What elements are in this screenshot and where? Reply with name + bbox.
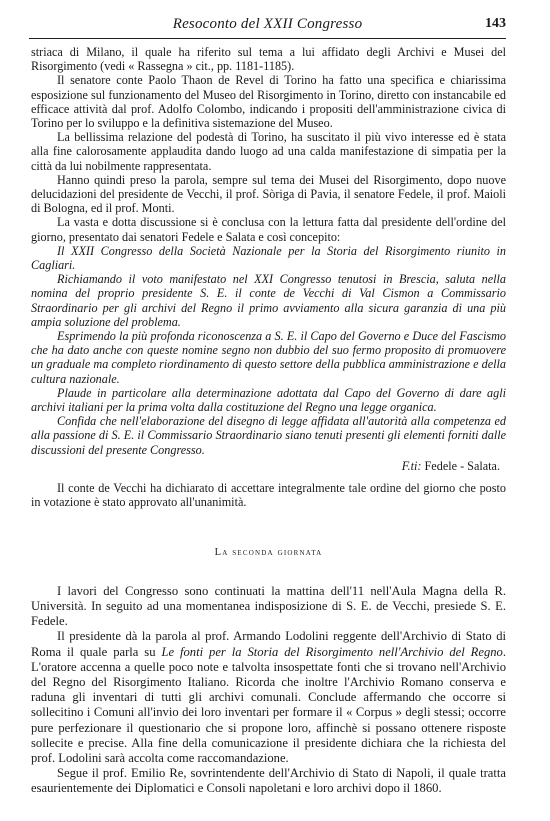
paragraph: La bellissima relazione del podestà di Torino, ha suscitato il più vivo interesse ed è stata alla fine calorosamente applaudita dando luogo ad una calda manifestazione di simpatia per la città da lui nobilmente rappresentata.	[31, 130, 506, 173]
resolution-paragraph: Esprimendo la più profonda riconoscenza a S. E. il Capo del Governo e Duce del Fascismo che ha dato anche con queste nomine segno non dubbio del suo fermo proposito di promuovere un graduale ma completo riordinamento di questo settore della pubblica amministrazione e della cultura nazionale.	[31, 329, 506, 386]
body-text	[31, 45, 506, 797]
section-body	[31, 584, 506, 797]
paragraph: Il senatore conte Paolo Thaon de Revel di Torino ha fatto una specifica e chiarissima esposizione sul funzionamento del Museo del Risorgimento in Torino, diretto con instancabile ed efficace attività dal prof. Adolfo Colombo, indicando i propositi dell'amministrazione civica di Torino per lo sviluppo e la definitiva sistemazione del Museo.	[31, 73, 506, 131]
paragraph: striaca di Milano, il quale ha riferito sul tema a lui affidato degli Archivi e Musei del Risorgimento (vedi « Rassegna » cit., pp. 1181-1185).	[31, 45, 506, 74]
section-heading: La seconda giornata	[214, 546, 323, 558]
paragraph: Il conte de Vecchi ha dichiarato di accettare integralmente tale ordine del giorno che posto in votazione è stato approvato all'unanimità.	[31, 481, 506, 510]
paragraph: Segue il prof. Emilio Re, sovrintendente dell'Archivio di Stato di Napoli, il quale tratta esaurientemente dei Diplomatici e Consoli napoletani e loro archivi dopo il 1860.	[31, 766, 506, 796]
running-title: Resoconto del XXII Congresso	[172, 16, 363, 32]
paragraph: I lavori del Congresso sono continuati la mattina dell'11 nell'Aula Magna della R. Università. In seguito ad una momentanea indisposizione di S. E. de Vecchi, presiede S. E. Fedele.	[31, 583, 506, 629]
resolution-paragraph: Il XXII Congresso della Società Nazionale per la Storia del Risorgimento riunito in Cagliari.	[31, 243, 506, 273]
paragraph: Il presidente dà la parola al prof. Armando Lodolini reggente dell'Archivio di Stato di Roma il quale parla su Le fonti per la Storia del Risorgimento nell'Archivio del Regno. L'oratore accenna a quelle poco note e talvolta insospettate fonti che si trovano nell'Archivio del Regno del Risorgimento Italiano. Ricorda che inoltre l'Archivio Romano conserva e raduna gli inventari di tutti gli archivi comunali. Conclude affermando che occorre si sollecitino i Comuni all'invio dei loro inventari per formare il « Corpus » degli stessi; occorre pure perfezionare il questionario che si propone loro, affinchè si possano ottenere risposte sollecite e precise. Alla fine della comunicazione il presidente dichiara che la richiesta del prof. Lodolini sarà accolta come raccomandazione.	[31, 629, 506, 765]
resolution-paragraph: Richiamando il voto manifestato nel XXI Congresso tenutosi in Brescia, saluta nella nomina del proprio presidente S. E. il conte de Vecchi di Val Cismon a Commissario Straordinario per gli archivi del Regno il primo avviamento alla sicura garanzia di una più ampia soluzione del problema.	[31, 272, 506, 329]
resolution-paragraph: Plaude in particolare alla determinazione adottata dal Capo del Governo di dare agli archivi italiani per la prima volta dalla costituzione del Regno una legge organica.	[31, 385, 506, 415]
signatories-names: Fedele - Salata.	[424, 458, 500, 473]
page-number: 143	[485, 16, 506, 31]
paragraph: La vasta e dotta discussione si è conclusa con la lettura fatta dal presidente dell'ordine del giorno, presentato dai senatori Fedele e Salata e così concepito:	[31, 215, 506, 244]
signatories	[31, 459, 506, 473]
signatories-prefix: F.ti:	[401, 458, 422, 473]
resolution-paragraph: Confida che nell'elaborazione del disegno di legge affidata all'autorità alla competenza ed alla passione di S. E. il Commissario Straordinario siano tenuti presenti gli elementi forniti dalle discussioni del presente Congresso.	[31, 414, 506, 457]
paragraph: Hanno quindi preso la parola, sempre sul tema dei Musei del Risorgimento, dopo nuove delucidazioni del presidente de Vecchi, il prof. Sòriga di Pavia, il senatore Fedele, il prof. Maioli di Bologna, ed il prof. Monti.	[31, 172, 506, 216]
running-header	[29, 14, 506, 39]
resolution-block	[31, 244, 506, 457]
work-title: Le fonti per la Storia del Risorgimento nell'Archivio del Regno	[161, 644, 503, 659]
